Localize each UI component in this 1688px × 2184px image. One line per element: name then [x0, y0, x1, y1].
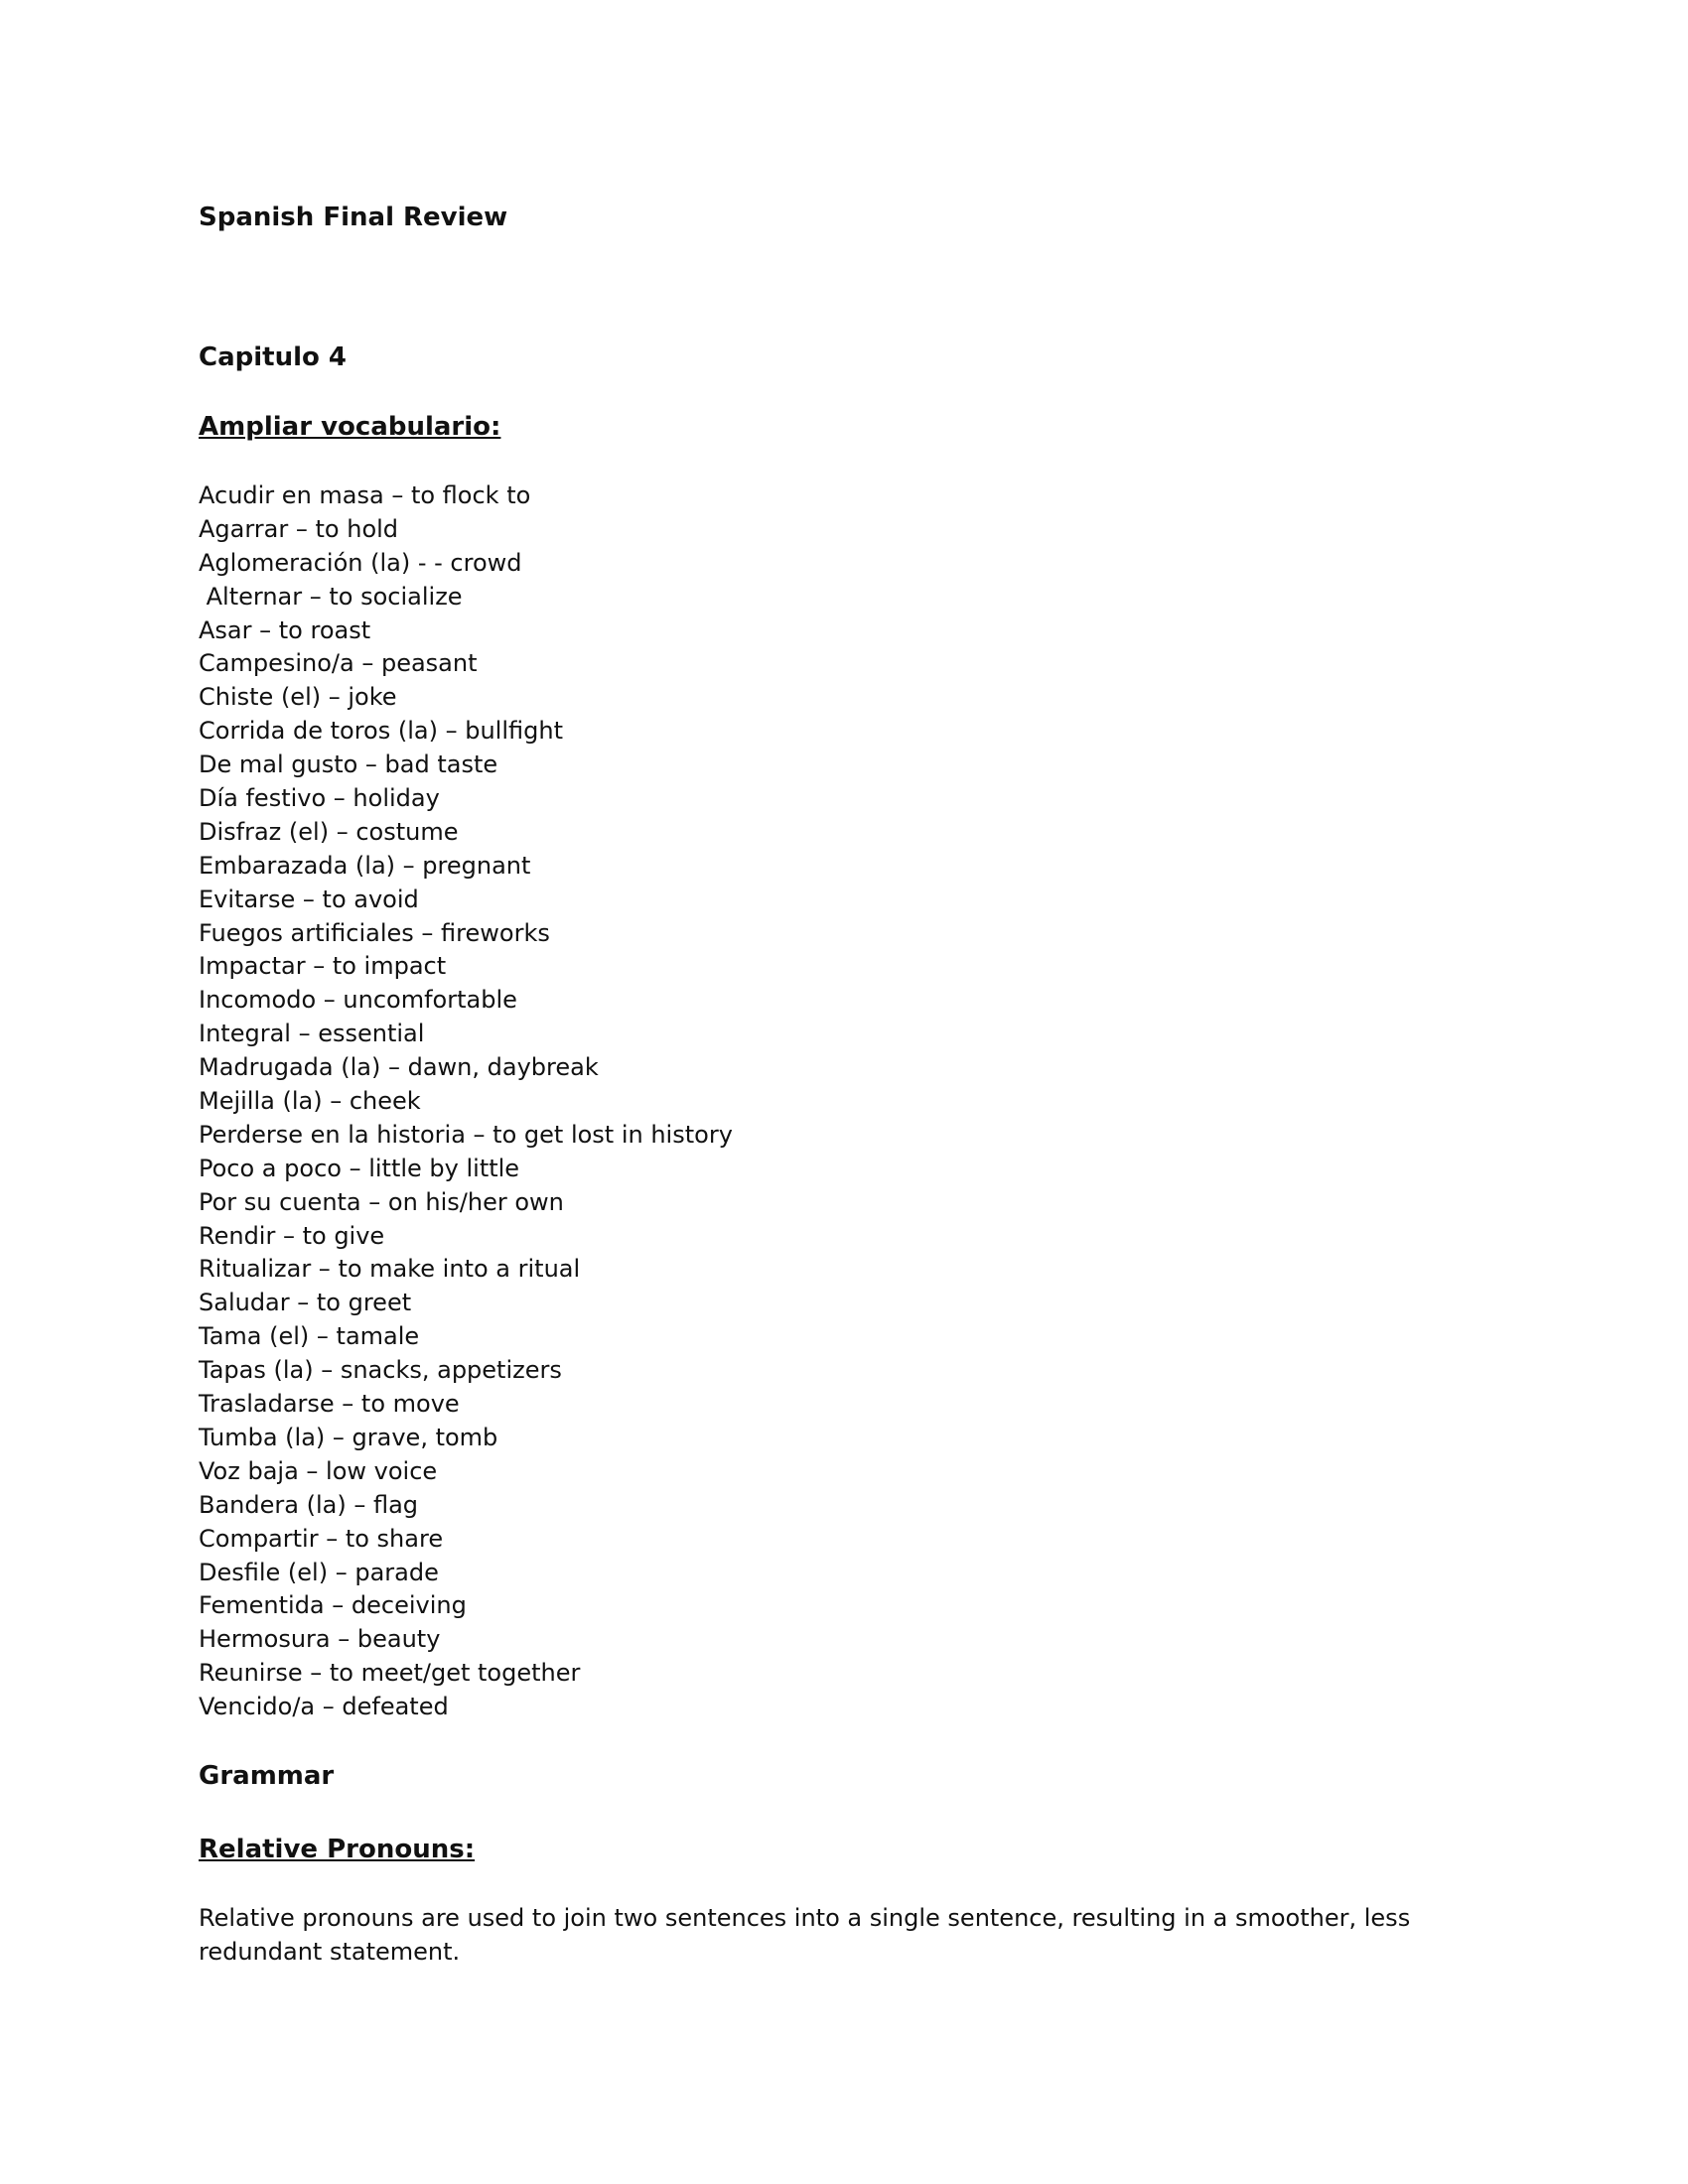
vocabulary-heading: Ampliar vocabulario: — [199, 412, 501, 442]
vocabulary-item: Impactar – to impact — [199, 952, 447, 981]
vocabulary-item: Acudir en masa – to flock to — [199, 481, 531, 509]
vocabulary-item: Trasladarse – to move — [199, 1390, 460, 1419]
vocabulary-item: Mejilla (la) – cheek — [199, 1087, 421, 1116]
relative-pronouns-paragraph: Relative pronouns are used to join two sentences into a single sentence, resulting in a smoother, less redundant statement. — [199, 1904, 1411, 1966]
vocabulary-item: Aglomeración (la) - - crowd — [199, 548, 522, 577]
vocabulary-item: Por su cuenta – on his/her own — [199, 1187, 564, 1216]
vocabulary-item: Madrugada (la) – dawn, daybreak — [199, 1053, 599, 1082]
chapter-heading: Capitulo 4 — [199, 342, 348, 372]
vocabulary-item: Alternar – to socialize — [199, 582, 463, 611]
vocabulary-item: Campesino/a – peasant — [199, 649, 478, 678]
vocabulary-item: Asar – to roast — [199, 615, 371, 644]
vocabulary-item: Embarazada (la) – pregnant — [199, 851, 531, 880]
vocabulary-item: Desfile (el) – parade — [199, 1558, 439, 1586]
document-title: Spanish Final Review — [199, 203, 508, 232]
vocabulary-item: Fuegos artificiales – fireworks — [199, 918, 550, 947]
vocabulary-item: Incomodo – uncomfortable — [199, 986, 517, 1015]
vocabulary-item: Corrida de toros (la) – bullfight — [199, 717, 563, 746]
vocabulary-item: Tama (el) – tamale — [199, 1322, 420, 1351]
vocabulary-item: Chiste (el) – joke — [199, 683, 397, 712]
vocabulary-item: Reunirse – to meet/get together — [199, 1659, 581, 1688]
vocabulary-item: Saludar – to greet — [199, 1289, 412, 1317]
vocabulary-item: Disfraz (el) – costume — [199, 817, 459, 846]
vocabulary-item: Evitarse – to avoid — [199, 885, 419, 913]
vocabulary-item: Poco a poco – little by little — [199, 1154, 520, 1182]
relative-pronouns-heading: Relative Pronouns: — [199, 1835, 476, 1864]
vocabulary-item: Día festivo – holiday — [199, 784, 440, 813]
vocabulary-item: Tapas (la) – snacks, appetizers — [199, 1356, 562, 1385]
vocabulary-list — [199, 479, 733, 1724]
vocabulary-item: De mal gusto – bad taste — [199, 751, 498, 779]
vocabulary-item: Agarrar – to hold — [199, 514, 399, 543]
vocabulary-item: Rendir – to give — [199, 1221, 385, 1250]
grammar-heading: Grammar — [199, 1761, 335, 1791]
vocabulary-item: Vencido/a – defeated — [199, 1693, 449, 1721]
vocabulary-item: Compartir – to share — [199, 1524, 444, 1553]
vocabulary-item: Ritualizar – to make into a ritual — [199, 1255, 581, 1284]
vocabulary-item: Integral – essential — [199, 1020, 425, 1048]
vocabulary-item: Bandera (la) – flag — [199, 1490, 419, 1519]
vocabulary-item: Hermosura – beauty — [199, 1625, 441, 1654]
vocabulary-item: Tumba (la) – grave, tomb — [199, 1423, 498, 1451]
vocabulary-item: Perderse en la historia – to get lost in history — [199, 1120, 733, 1149]
vocabulary-item: Fementida – deceiving — [199, 1591, 467, 1620]
vocabulary-item: Voz baja – low voice — [199, 1456, 438, 1485]
